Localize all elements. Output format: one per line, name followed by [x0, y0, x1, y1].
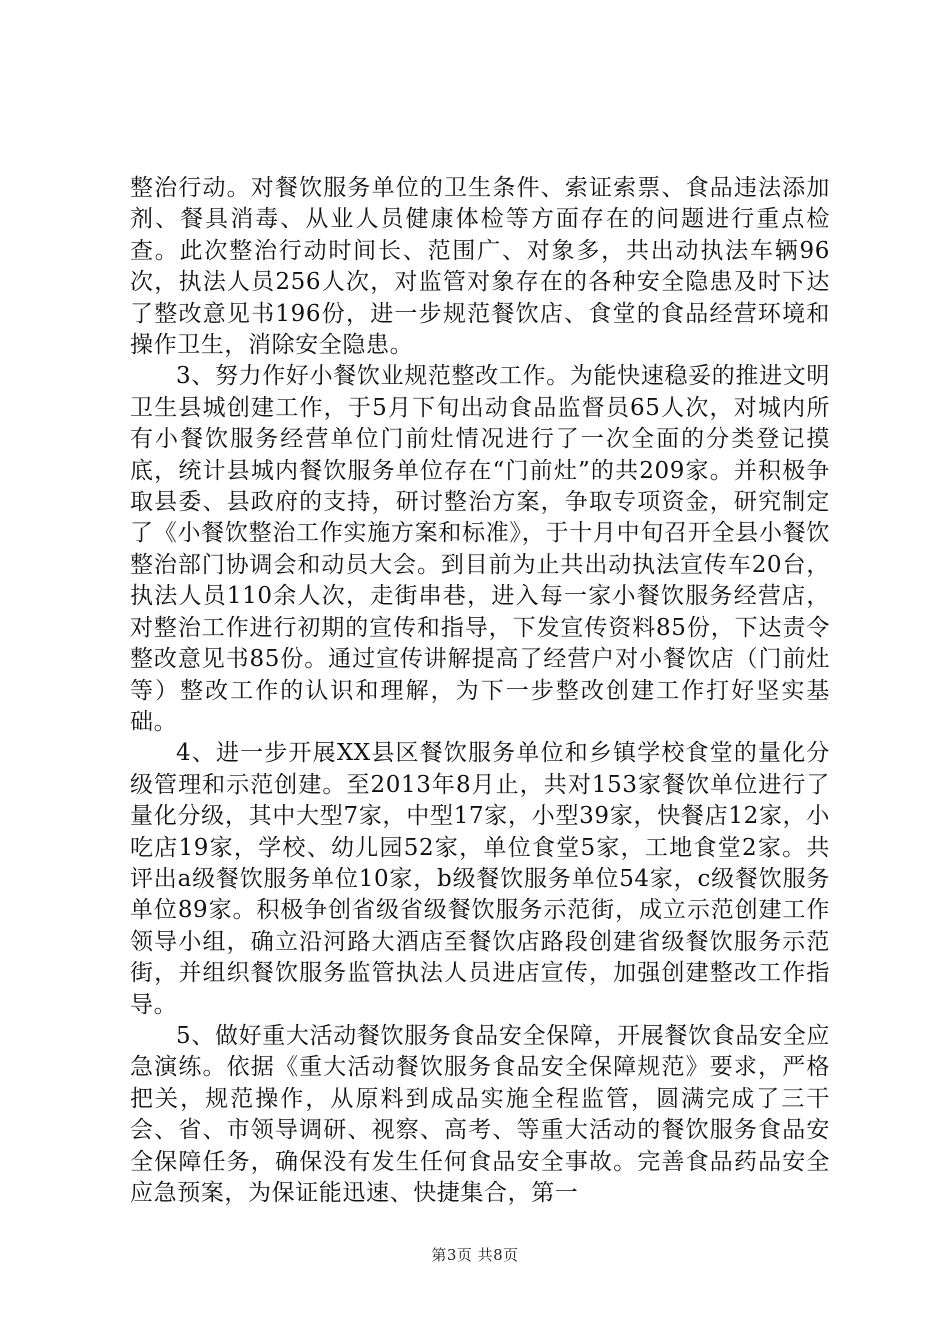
- document-body: [130, 173, 830, 1209]
- paragraph-1: 整治行动。对餐饮服务单位的卫生条件、索证索票、食品违法添加剂、餐具消毒、从业人员健康体检等方面存在的问题进行重点检查。此次整治行动时间长、范围广、对象多，共出动执法车辆96次，执法人员256人次，对监管对象存在的各种安全隐患及时下达了整改意见书196份，进一步规范餐饮店、食堂的食品经营环境和操作卫生，消除安全隐患。: [130, 175, 830, 359]
- paragraph-4: 5、做好重大活动餐饮服务食品安全保障，开展餐饮食品安全应急演练。依据《重大活动餐饮服务食品安全保障规范》要求，严格把关，规范操作，从原料到成品实施全程监管，圆满完成了三干会、省、市领导调研、视察、高考、等重大活动的餐饮服务食品安全保障任务，确保没有发生任何食品安全事故。完善食品药品安全应急预案，为保证能迅速、快捷集合，第一: [130, 1022, 830, 1206]
- paragraph-3: 4、进一步开展XX县区餐饮服务单位和乡镇学校食堂的量化分级管理和示范创建。至2013年8月止，共对153家餐饮单位进行了量化分级，其中大型7家，中型17家，小型39家，快餐店12家，小吃店19家，学校、幼儿园52家，单位食堂5家，工地食堂2家。共评出a级餐饮服务单位10家，b级餐饮服务单位54家，c级餐饮服务单位89家。积极争创省级省级餐饮服务示范街，成立示范创建工作领导小组，确立沿河路大酒店至餐饮店路段创建省级餐饮服务示范街，并组织餐饮服务监管执法人员进店宣传，加强创建整改工作指导。: [130, 740, 830, 1018]
- page-number-footer: 第3页 共8页: [431, 1246, 519, 1264]
- paragraph-2: 3、努力作好小餐饮业规范整改工作。为能快速稳妥的推进文明卫生县城创建工作，于5月下旬出动食品监督员65人次，对城内所有小餐饮服务经营单位门前灶情况进行了一次全面的分类登记摸底，统计县城内餐饮服务单位存在“门前灶”的共209家。并积极争取县委、县政府的支持，研讨整治方案，争取专项资金，研究制定了《小餐饮整治工作实施方案和标准》，于十月中旬召开全县小餐饮整治部门协调会和动员大会。到目前为止共出动执法宣传车20台，执法人员110余人次，走街串巷，进入每一家小餐饮服务经营店，对整治工作进行初期的宣传和指导，下发宣传资料85份，下达责令整改意见书85份。通过宣传讲解提高了经营户对小餐饮店（门前灶等）整改工作的认识和理解，为下一步整改创建工作打好坚实基础。: [130, 363, 830, 735]
